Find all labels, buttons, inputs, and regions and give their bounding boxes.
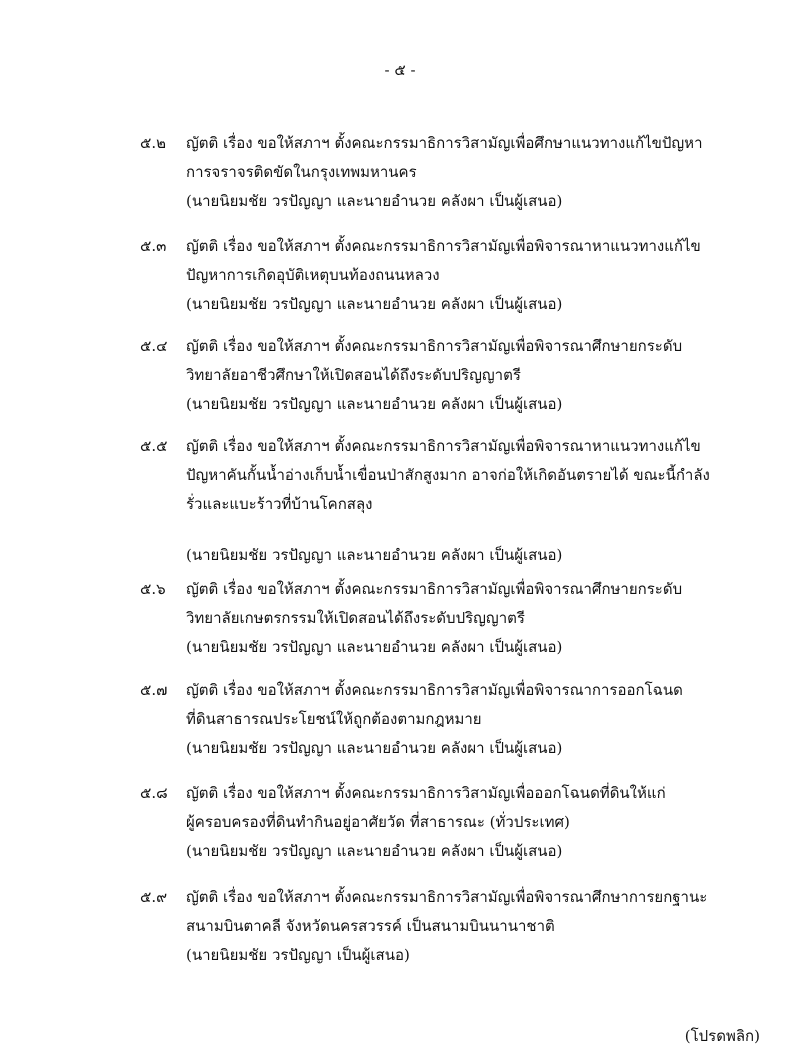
item-number: ๕.๒ xyxy=(140,134,167,152)
item-text-line: ญัตติ เรื่อง ขอให้สภาฯ ตั้งคณะกรรมาธิการวิสามัญเพื่อออกโฉนดที่ดินให้แก่ xyxy=(186,784,666,802)
page-number: - ๕ - xyxy=(384,61,416,79)
item-text-line: ญัตติ เรื่อง ขอให้สภาฯ ตั้งคณะกรรมาธิการวิสามัญเพื่อพิจารณาหาแนวทางแก้ไข xyxy=(186,437,701,455)
turn-page-note: (โปรดพลิก) xyxy=(684,1027,760,1045)
item-text-line: วิทยาลัยอาชีวศึกษาให้เปิดสอนได้ถึงระดับปริญญาตรี xyxy=(186,366,521,384)
item-number: ๕.๕ xyxy=(140,437,168,455)
item-text-line: รั่วและแบะร้าวที่บ้านโคกสลุง xyxy=(186,495,373,513)
item-proposer: (นายนิยมชัย วรปัญญา และนายอำนวย คลังผา เป็นผู้เสนอ) xyxy=(186,842,563,860)
item-proposer: (นายนิยมชัย วรปัญญา และนายอำนวย คลังผา เป็นผู้เสนอ) xyxy=(186,295,563,313)
item-proposer: (นายนิยมชัย วรปัญญา และนายอำนวย คลังผา เป็นผู้เสนอ) xyxy=(186,638,563,656)
item-text-line: การจราจรติดขัดในกรุงเทพมหานคร xyxy=(186,163,417,181)
item-text-line: สนามบินตาคลี จังหวัดนครสวรรค์ เป็นสนามบินนานาชาติ xyxy=(186,917,555,935)
item-text-line: ญัตติ เรื่อง ขอให้สภาฯ ตั้งคณะกรรมาธิการวิสามัญเพื่อพิจารณาศึกษายกระดับ xyxy=(186,337,683,355)
item-number: ๕.๔ xyxy=(140,337,168,355)
item-number: ๕.๓ xyxy=(140,237,167,255)
item-proposer: (นายนิยมชัย วรปัญญา และนายอำนวย คลังผา เป็นผู้เสนอ) xyxy=(186,192,563,210)
item-number: ๕.๙ xyxy=(140,888,168,906)
item-text-line: ญัตติ เรื่อง ขอให้สภาฯ ตั้งคณะกรรมาธิการวิสามัญเพื่อพิจารณาศึกษายกระดับ xyxy=(186,580,683,598)
item-proposer: (นายนิยมชัย วรปัญญา และนายอำนวย คลังผา เป็นผู้เสนอ) xyxy=(186,395,563,413)
item-proposer: (นายนิยมชัย วรปัญญา และนายอำนวย คลังผา เป็นผู้เสนอ) xyxy=(186,546,563,564)
item-text-line: ญัตติ เรื่อง ขอให้สภาฯ ตั้งคณะกรรมาธิการวิสามัญเพื่อศึกษาแนวทางแก้ไขปัญหา xyxy=(186,134,703,152)
item-number: ๕.๘ xyxy=(140,784,168,802)
item-text-line: ปัญหาคันกั้นน้ำอ่างเก็บน้ำเขื่อนป่าสักสูงมาก อาจก่อให้เกิดอันตรายได้ ขณะนี้กำลัง xyxy=(186,466,710,484)
item-text-line: ปัญหาการเกิดอุบัติเหตุบนท้องถนนหลวง xyxy=(186,266,440,284)
item-number: ๕.๗ xyxy=(140,681,168,699)
item-proposer: (นายนิยมชัย วรปัญญา และนายอำนวย คลังผา เป็นผู้เสนอ) xyxy=(186,739,563,757)
item-text-line: ที่ดินสาธารณประโยชน์ให้ถูกต้องตามกฎหมาย xyxy=(186,710,482,728)
item-text-line: ผู้ครอบครองที่ดินทำกินอยู่อาศัยวัด ที่สาธารณะ (ทั่วประเทศ) xyxy=(186,813,570,831)
item-number: ๕.๖ xyxy=(140,580,166,598)
item-text-line: ญัตติ เรื่อง ขอให้สภาฯ ตั้งคณะกรรมาธิการวิสามัญเพื่อพิจารณาศึกษาการยกฐานะ xyxy=(186,888,708,906)
item-text-line: วิทยาลัยเกษตรกรรมให้เปิดสอนได้ถึงระดับปริญญาตรี xyxy=(186,609,525,627)
item-text-line: ญัตติ เรื่อง ขอให้สภาฯ ตั้งคณะกรรมาธิการวิสามัญเพื่อพิจารณาหาแนวทางแก้ไข xyxy=(186,237,701,255)
item-text-line: ญัตติ เรื่อง ขอให้สภาฯ ตั้งคณะกรรมาธิการวิสามัญเพื่อพิจารณาการออกโฉนด xyxy=(186,681,683,699)
item-proposer: (นายนิยมชัย วรปัญญา เป็นผู้เสนอ) xyxy=(186,946,410,964)
